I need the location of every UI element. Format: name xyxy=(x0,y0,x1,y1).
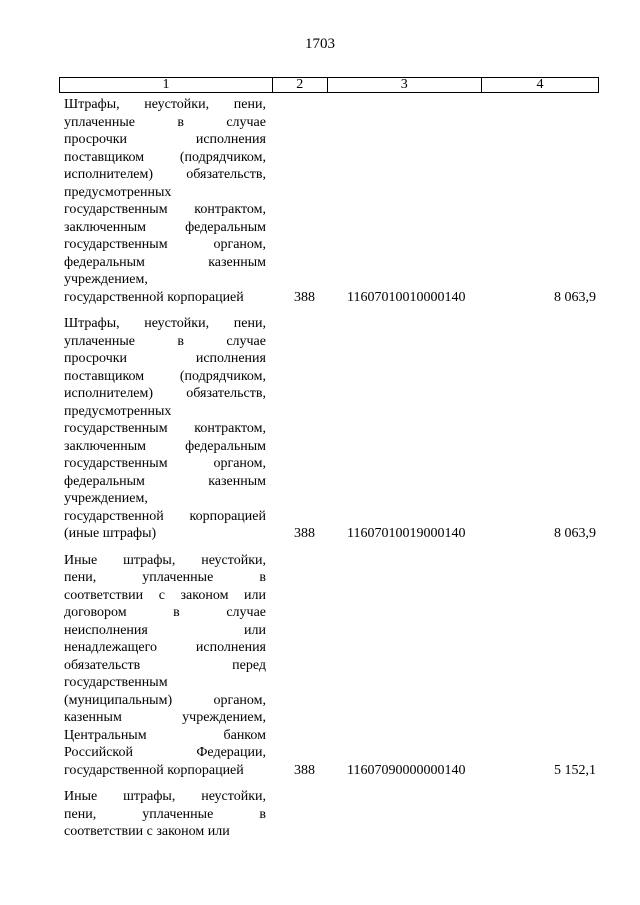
header-col-2: 2 xyxy=(272,78,327,93)
description-line: государственным органом, xyxy=(64,456,266,471)
row-budget-code: 11607090000000140 xyxy=(347,762,466,778)
table-row xyxy=(0,552,640,780)
row-budget-code: 11607010019000140 xyxy=(347,526,466,541)
description-line: уплаченные в случае xyxy=(64,114,266,130)
description-line: предусмотренных xyxy=(64,403,172,419)
description-line: обязательств перед xyxy=(64,657,266,673)
description-line: просрочки исполнения xyxy=(64,351,266,366)
description-line: Центральным банком xyxy=(64,727,266,743)
table-row xyxy=(0,315,640,543)
table-row xyxy=(0,788,640,841)
description-line: соответствии с законом или xyxy=(64,824,230,839)
description-line: государственным контрактом, xyxy=(64,202,266,217)
description-line: Иные штрафы, неустойки, xyxy=(64,789,266,804)
description-line: казенным учреждением, xyxy=(64,710,266,725)
description-line: соответствии с законом или xyxy=(64,587,266,603)
description-line: федеральным казенным xyxy=(64,254,266,270)
description-line: пени, уплаченные в xyxy=(64,806,266,822)
table-header xyxy=(59,77,599,93)
description-line: ненадлежащего исполнения xyxy=(64,640,266,655)
row-amount: 8 063,9 xyxy=(554,289,596,305)
description-line: учреждением, xyxy=(64,272,148,287)
table-row xyxy=(0,96,640,306)
header-col-1: 1 xyxy=(60,78,273,93)
description-line: исполнителем) обязательств, xyxy=(64,167,266,182)
description-line: (муниципальным) органом, xyxy=(64,692,266,708)
description-line: государственной корпорацией xyxy=(64,762,244,778)
row-admin-code: 388 xyxy=(294,762,315,778)
description-line: договором в случае xyxy=(64,605,266,620)
row-description xyxy=(64,315,266,543)
description-line: предусмотренных xyxy=(64,184,172,200)
description-line: Штрафы, неустойки, пени, xyxy=(64,316,266,331)
description-line: заключенным федеральным xyxy=(64,438,266,454)
row-amount: 8 063,9 xyxy=(554,526,596,541)
description-line: государственным контрактом, xyxy=(64,421,266,436)
table-body xyxy=(0,96,640,850)
header-col-3: 3 xyxy=(327,78,482,93)
description-line: учреждением, xyxy=(64,491,148,506)
row-description xyxy=(64,552,266,780)
row-admin-code: 388 xyxy=(294,289,315,305)
row-description xyxy=(64,788,266,841)
description-line: исполнителем) обязательств, xyxy=(64,386,266,401)
description-line: поставщиком (подрядчиком, xyxy=(64,149,266,165)
description-line: государственным xyxy=(64,675,168,690)
description-line: Штрафы, неустойки, пени, xyxy=(64,97,266,112)
row-budget-code: 11607010010000140 xyxy=(347,289,466,305)
description-line: Российской Федерации, xyxy=(64,745,266,760)
description-line: государственной корпорацией xyxy=(64,289,244,305)
description-line: государственной корпорацией xyxy=(64,508,266,524)
row-description xyxy=(64,96,266,306)
row-admin-code: 388 xyxy=(294,526,315,541)
description-line: поставщиком (подрядчиком, xyxy=(64,368,266,384)
description-line: уплаченные в случае xyxy=(64,333,266,349)
header-col-4: 4 xyxy=(482,78,599,93)
description-line: заключенным федеральным xyxy=(64,219,266,235)
description-line: федеральным казенным xyxy=(64,473,266,489)
description-line: государственным органом, xyxy=(64,237,266,252)
description-line: пени, уплаченные в xyxy=(64,570,266,585)
row-amount: 5 152,1 xyxy=(554,762,596,778)
description-line: (иные штрафы) xyxy=(64,526,157,541)
description-line: неисполнения или xyxy=(64,622,266,638)
page-number: 1703 xyxy=(305,36,335,52)
description-line: просрочки исполнения xyxy=(64,132,266,147)
description-line: Иные штрафы, неустойки, xyxy=(64,552,266,568)
